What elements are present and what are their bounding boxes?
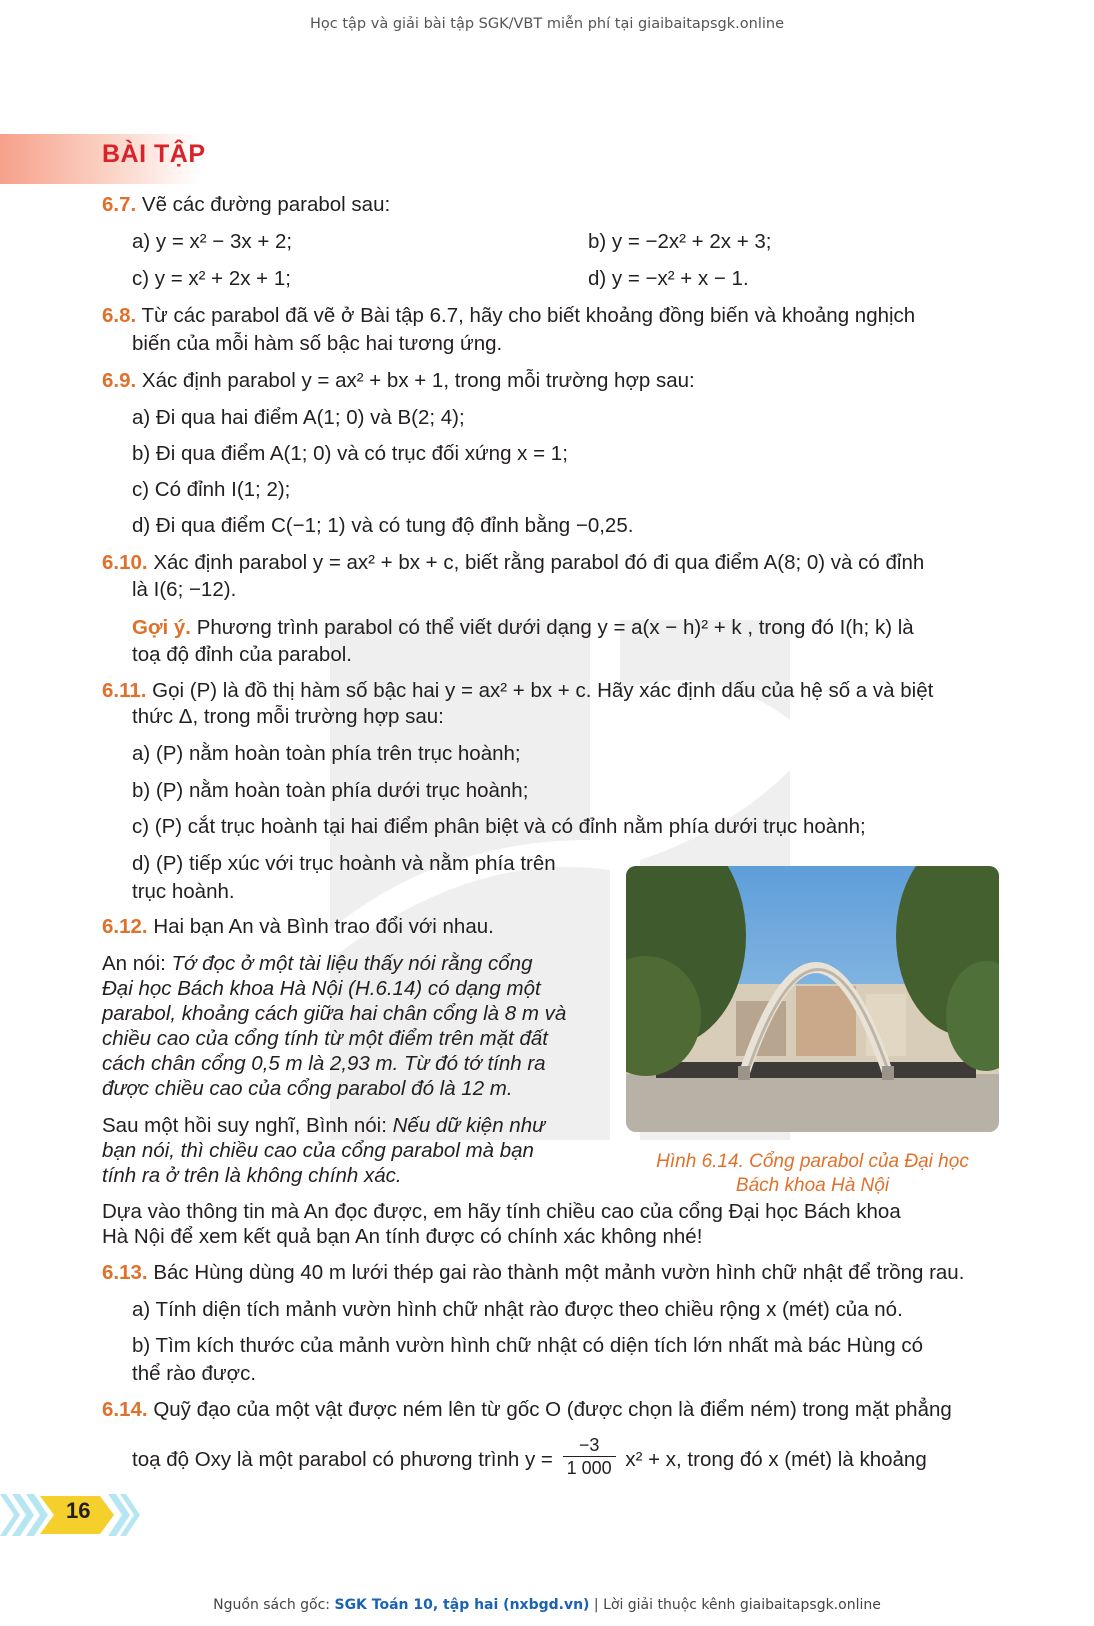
exercise-number: 6.13. — [102, 1261, 148, 1284]
fraction — [563, 1434, 616, 1479]
fraction-numerator: −3 — [563, 1434, 616, 1457]
exercise-6-9-a: a) Đi qua hai điểm A(1; 0) và B(2; 4); — [132, 406, 465, 429]
exercise-6-12 — [102, 914, 494, 940]
exercise-6-9-c: c) Có đỉnh I(1; 2); — [132, 478, 291, 501]
binh-line1 — [102, 1113, 545, 1139]
exercise-text: Quỹ đạo của một vật được ném lên từ gốc O (được chọn là điểm ném) trong mặt phẳng — [153, 1398, 952, 1421]
footer-note — [0, 1597, 1094, 1613]
exercise-number: 6.8. — [102, 304, 137, 327]
an-line2: Đại học Bách khoa Hà Nội (H.6.14) có dạng một — [102, 977, 541, 1000]
exercise-text: Từ các parabol đã vẽ ở Bài tập 6.7, hãy cho biết khoảng đồng biến và khoảng nghịch — [141, 304, 916, 327]
exercise-6-10 — [102, 550, 924, 576]
exercise-number: 6.14. — [102, 1398, 148, 1421]
page-number: 16 — [66, 1498, 91, 1523]
footer-source-link[interactable]: SGK Toán 10, tập hai (nxbgd.vn) — [334, 1597, 590, 1613]
exercise-6-7 — [102, 192, 390, 218]
binh-quote: Nếu dữ kiện như — [392, 1114, 546, 1137]
section-title: BÀI TẬP — [102, 140, 206, 168]
exercise-number: 6.10. — [102, 551, 148, 574]
footer-suffix: | Lời giải thuộc kênh giaibaitapsgk.online — [593, 1597, 881, 1613]
exercise-6-14-line2 — [132, 1435, 927, 1483]
question-line1: Dựa vào thông tin mà An đọc được, em hãy tính chiều cao của cổng Đại học Bách khoa — [102, 1200, 901, 1223]
exercise-6-14 — [102, 1397, 952, 1423]
exercise-6-10-line2: là I(6; −12). — [132, 578, 237, 601]
exercise-number: 6.11. — [102, 679, 147, 702]
exercise-6-11-c: c) (P) cắt trục hoành tại hai điểm phân biệt và có đỉnh nằm phía dưới trục hoành; — [132, 815, 866, 838]
an-line6: được chiều cao của cổng parabol đó là 12 m. — [102, 1077, 513, 1100]
exercise-6-7-b: b) y = −2x² + 2x + 3; — [588, 230, 772, 253]
exercise-6-7-a: a) y = x² − 3x + 2; — [132, 230, 293, 253]
exercise-text: Bác Hùng dùng 40 m lưới thép gai rào thành một mảnh vườn hình chữ nhật để trồng rau. — [153, 1261, 965, 1284]
fraction-denominator: 1 000 — [566, 1458, 612, 1478]
exercise-6-13 — [102, 1260, 964, 1286]
footer-prefix: Nguồn sách gốc: — [213, 1597, 331, 1613]
exercise-6-8-line2: biến của mỗi hàm số bậc hai tương ứng. — [132, 332, 503, 355]
exercise-6-9-d: d) Đi qua điểm C(−1; 1) và có tung độ đỉnh bằng −0,25. — [132, 514, 634, 537]
exercise-6-13-b-line2: thể rào được. — [132, 1362, 257, 1385]
exercise-6-11 — [102, 678, 933, 704]
hint — [132, 615, 914, 641]
binh-label: Sau một hồi suy nghĩ, Bình nói: — [102, 1114, 387, 1137]
exercise-text: Xác định parabol y = ax² + bx + 1, trong mỗi trường hợp sau: — [141, 369, 695, 392]
exercise-6-7-c: c) y = x² + 2x + 1; — [132, 267, 291, 290]
an-line4: chiều cao của cổng tính từ một điểm trên mặt đất — [102, 1027, 549, 1050]
an-line5: cách chân cổng 0,5 m là 2,93 m. Từ đó tớ tính ra — [102, 1052, 546, 1075]
exercise-text: Xác định parabol y = ax² + bx + c, biết rằng parabol đó đi qua điểm A(8; 0) và có đỉnh — [153, 551, 925, 574]
exercise-6-11-line2: thức Δ, trong mỗi trường hợp sau: — [132, 705, 444, 728]
parabolic-gate-photo — [626, 866, 999, 1132]
exercise-6-11-d: d) (P) tiếp xúc với trục hoành và nằm phía trên — [132, 852, 556, 875]
hint-text: Phương trình parabol có thể viết dưới dạng y = a(x − h)² + k , trong đó I(h; k) là — [196, 616, 914, 639]
exercise-6-7-d: d) y = −x² + x − 1. — [588, 267, 749, 290]
exercise-6-9 — [102, 368, 695, 394]
exercise-6-11-d-line2: trục hoành. — [132, 880, 235, 903]
figure-caption — [626, 1150, 999, 1198]
caption-line1: Hình 6.14. Cổng parabol của Đại học — [656, 1151, 969, 1172]
question-line2: Hà Nội để xem kết quả bạn An tính được có chính xác không nhé! — [102, 1225, 703, 1248]
an-line3: parabol, khoảng cách giữa hai chân cổng là 8 m và — [102, 1002, 567, 1025]
caption-line2: Bách khoa Hà Nội — [735, 1175, 890, 1196]
an-label: An nói: — [102, 952, 166, 975]
exercise-number: 6.7. — [102, 193, 137, 216]
hint-line2: toạ độ đỉnh của parabol. — [132, 643, 352, 666]
equation-prefix: toạ độ Oxy là một parabol có phương trình y = — [132, 1447, 553, 1471]
exercise-text: Vẽ các đường parabol sau: — [141, 193, 391, 216]
exercise-6-8 — [102, 303, 915, 329]
an-line1 — [102, 951, 532, 977]
header-note: Học tập và giải bài tập SGK/VBT miễn phí tại giaibaitapsgk.online — [310, 16, 784, 32]
exercise-6-13-a: a) Tính diện tích mảnh vườn hình chữ nhật rào được theo chiều rộng x (mét) của nó. — [132, 1298, 903, 1321]
equation-suffix: x² + x, trong đó x (mét) là khoảng — [625, 1447, 927, 1471]
exercise-6-11-b: b) (P) nằm hoàn toàn phía dưới trục hoành; — [132, 779, 529, 802]
exercise-6-13-b: b) Tìm kích thước của mảnh vườn hình chữ nhật có diện tích lớn nhất mà bác Hùng có — [132, 1334, 924, 1357]
binh-line2: bạn nói, thì chiều cao của cổng parabol mà bạn — [102, 1139, 534, 1162]
exercise-6-9-b: b) Đi qua điểm A(1; 0) và có trục đối xứng x = 1; — [132, 442, 568, 465]
exercise-text: Gọi (P) là đồ thị hàm số bậc hai y = ax² + bx + c. Hãy xác định dấu của hệ số a và biệt — [152, 679, 934, 702]
an-quote: Tớ đọc ở một tài liệu thấy nói rằng cổng — [171, 952, 533, 975]
exercise-number: 6.9. — [102, 369, 137, 392]
exercise-text: Hai bạn An và Bình trao đổi với nhau. — [153, 915, 494, 938]
exercise-6-11-a: a) (P) nằm hoàn toàn phía trên trục hoành; — [132, 742, 521, 765]
hint-label: Gợi ý. — [132, 616, 192, 639]
exercise-number: 6.12. — [102, 915, 148, 938]
binh-line3: tính ra ở trên là không chính xác. — [102, 1164, 402, 1187]
